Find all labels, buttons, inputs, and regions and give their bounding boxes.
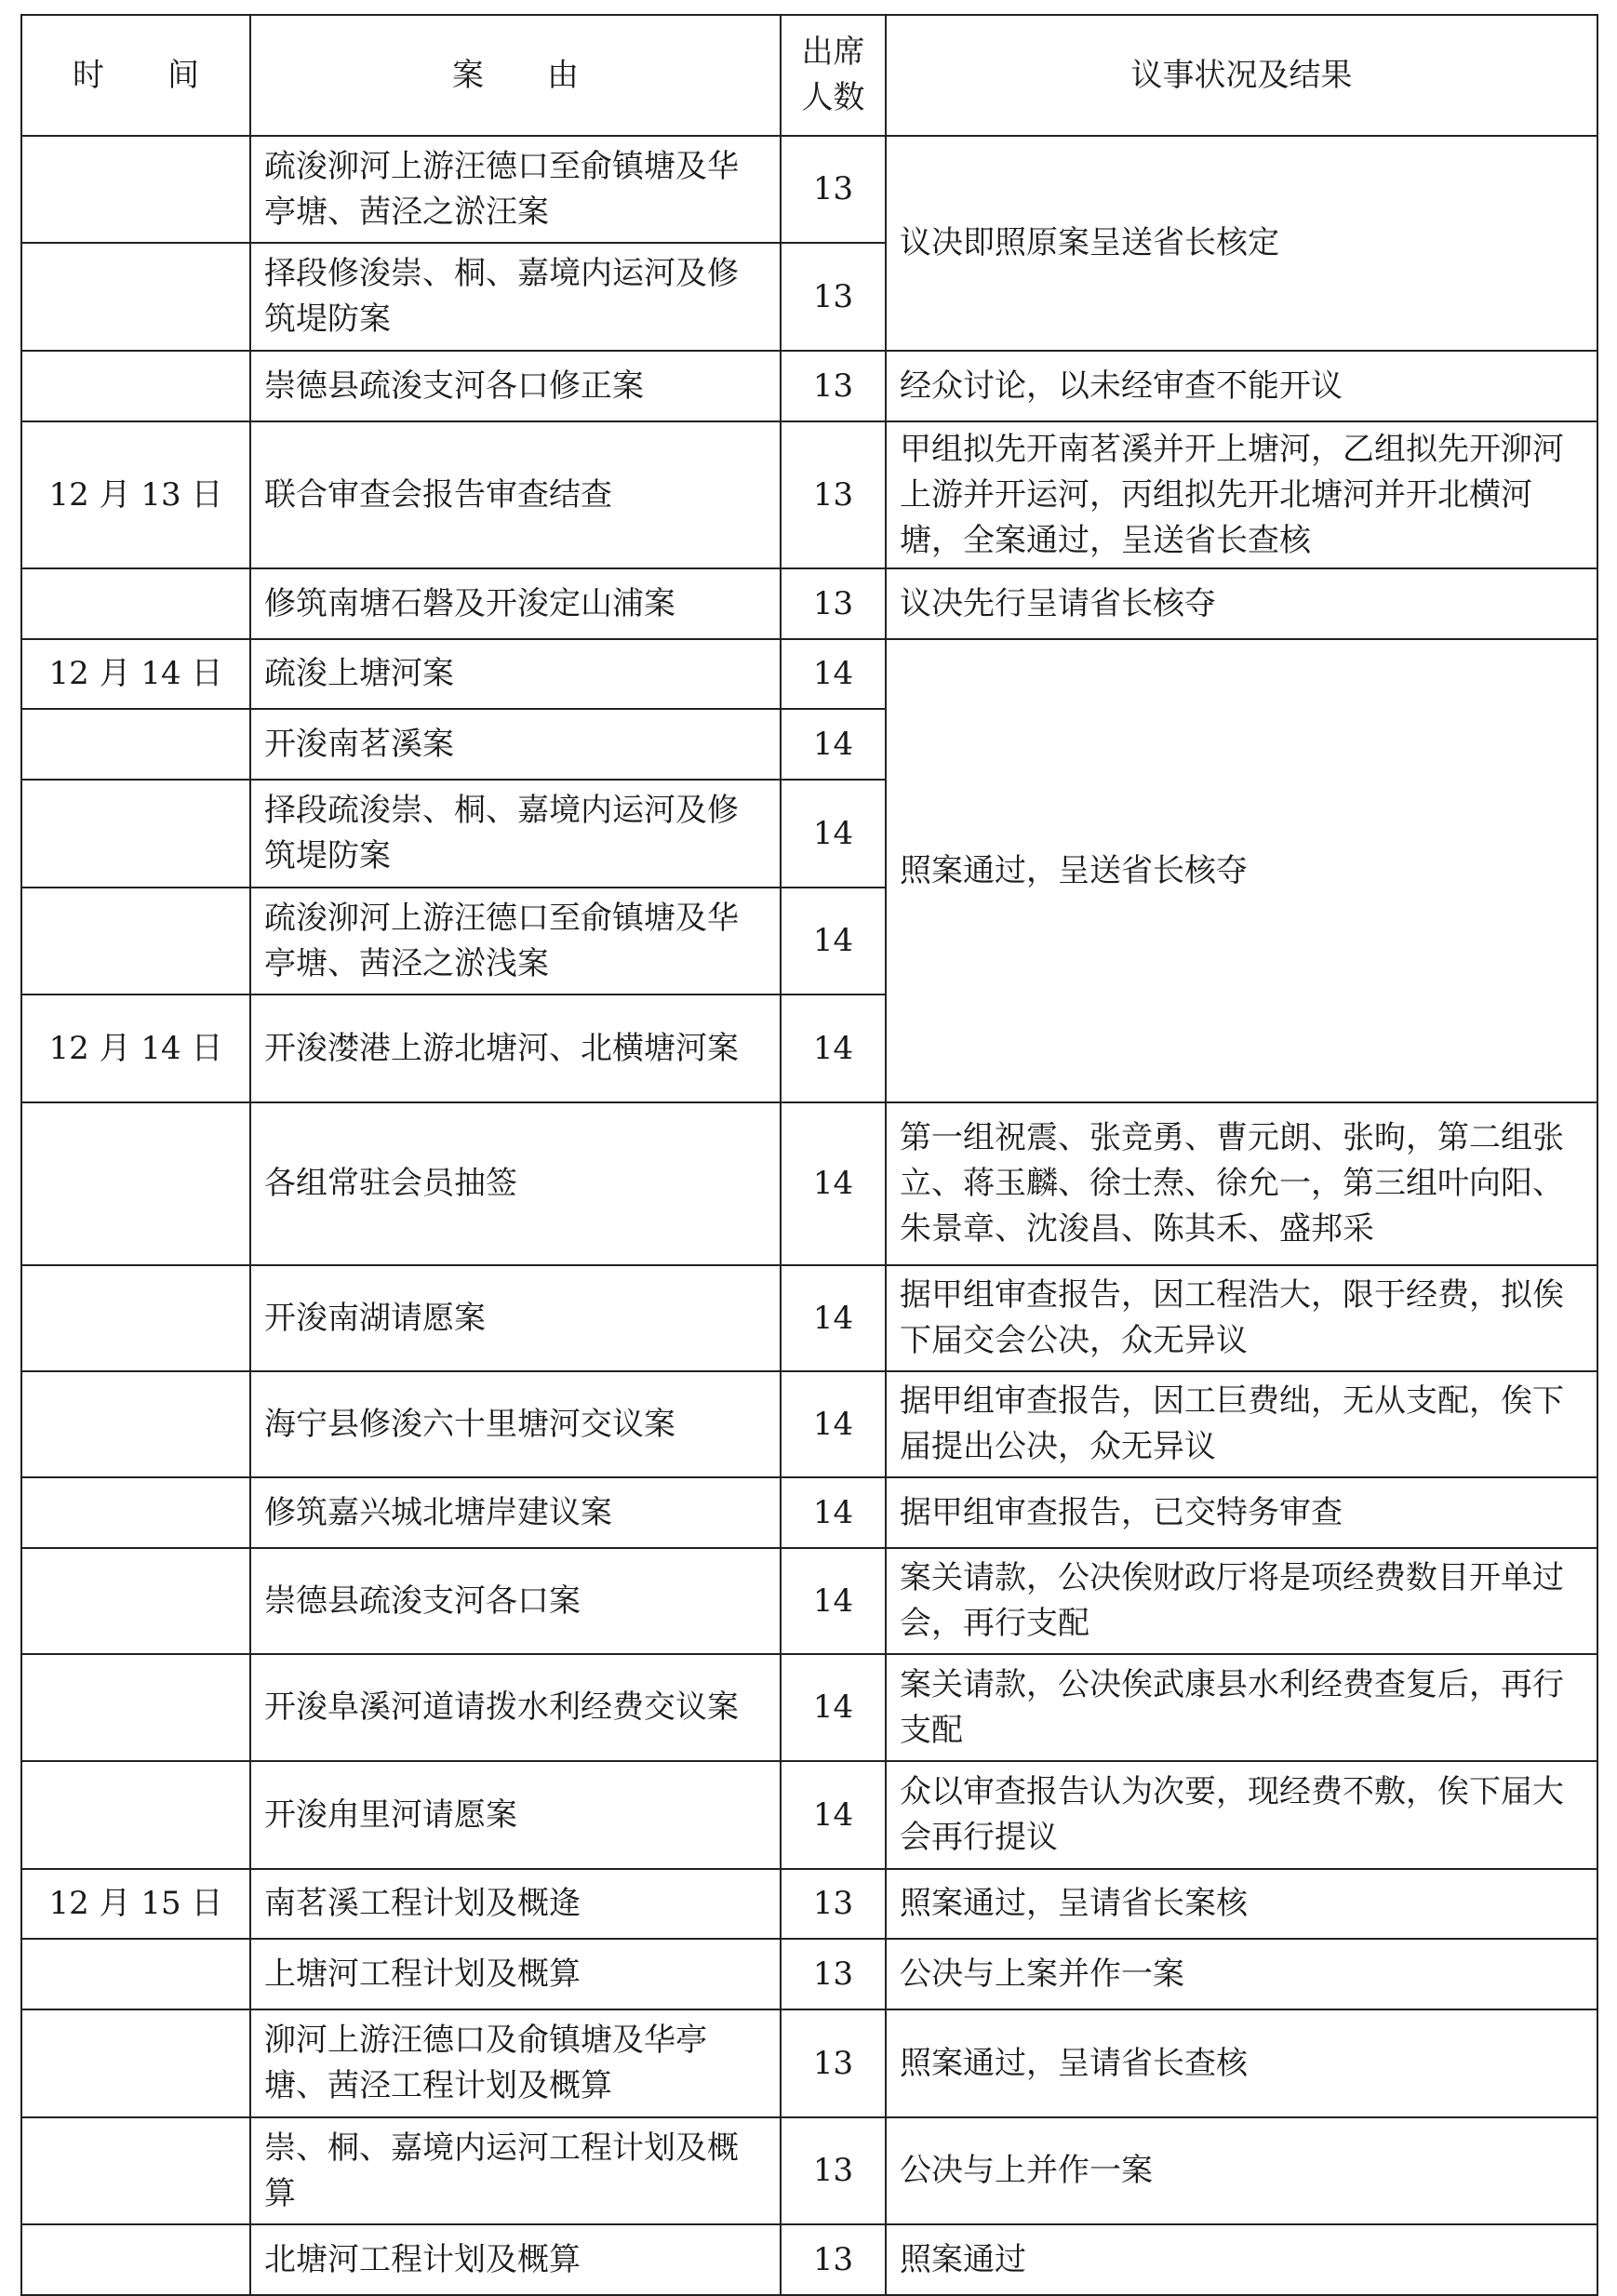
cell-attendance: 14 — [781, 1761, 886, 1869]
table-row — [21, 1548, 1597, 1654]
cell-attendance: 14 — [781, 1102, 886, 1265]
cell-time — [21, 1939, 250, 2009]
cell-attendance: 13 — [781, 568, 886, 639]
cell-result: 照案通过 — [886, 2224, 1597, 2295]
table-row — [21, 351, 1597, 421]
cell-case: 南茗溪工程计划及概逄 — [250, 1869, 781, 1939]
cell-result: 案关请款，公决俟武康县水利经费查复后，再行支配 — [886, 1654, 1597, 1761]
table-row — [21, 568, 1597, 639]
table-header-row — [21, 15, 1597, 136]
cell-case: 上塘河工程计划及概算 — [250, 1939, 781, 2009]
cell-result: 据甲组审查报告，已交特务审查 — [886, 1477, 1597, 1548]
cell-time — [21, 2117, 250, 2224]
cell-attendance: 14 — [781, 1548, 886, 1654]
cell-time — [21, 2009, 250, 2117]
cell-time: 12 月 13 日 — [21, 421, 250, 568]
cell-time — [21, 1548, 250, 1654]
cell-case: 泖河上游汪德口及俞镇塘及华亭塘、茜泾工程计划及概算 — [250, 2009, 781, 2117]
cell-result: 经众讨论，以未经审查不能开议 — [886, 351, 1597, 421]
cell-attendance: 14 — [781, 1477, 886, 1548]
cell-attendance: 13 — [781, 351, 886, 421]
table-row — [21, 2224, 1597, 2295]
cell-time — [21, 1654, 250, 1761]
table-row — [21, 1265, 1597, 1371]
cell-case: 疏浚上塘河案 — [250, 639, 781, 709]
header-count: 出席人数 — [781, 15, 886, 136]
cell-case: 开浚阜溪河道请拨水利经费交议案 — [250, 1654, 781, 1761]
cell-result: 照案通过，呈送省长核夺 — [886, 639, 1597, 1102]
proceedings-table — [20, 14, 1598, 2296]
table-body — [21, 136, 1597, 2295]
cell-result: 案关请款，公决俟财政厅将是项经费数目开单过会，再行支配 — [886, 1548, 1597, 1654]
table-row — [21, 1654, 1597, 1761]
cell-attendance: 13 — [781, 2009, 886, 2117]
cell-result: 议决即照原案呈送省长核定 — [886, 136, 1597, 351]
cell-case: 开浚南茗溪案 — [250, 709, 781, 780]
cell-result: 公决与上并作一案 — [886, 2117, 1597, 2224]
cell-attendance: 13 — [781, 1939, 886, 2009]
cell-time — [21, 1265, 250, 1371]
cell-result: 据甲组审查报告，因工巨费绌，无从支配，俟下届提出公决，众无异议 — [886, 1371, 1597, 1477]
cell-time — [21, 568, 250, 639]
cell-attendance: 14 — [781, 1654, 886, 1761]
cell-time — [21, 1102, 250, 1265]
cell-attendance: 14 — [781, 1265, 886, 1371]
cell-case: 修筑嘉兴城北塘岸建议案 — [250, 1477, 781, 1548]
cell-attendance: 13 — [781, 136, 886, 243]
cell-attendance: 13 — [781, 2224, 886, 2295]
table-row — [21, 2117, 1597, 2224]
cell-attendance: 14 — [781, 639, 886, 709]
table-row — [21, 421, 1597, 568]
table-row — [21, 1869, 1597, 1939]
cell-time — [21, 1477, 250, 1548]
cell-attendance: 13 — [781, 421, 886, 568]
cell-case: 各组常驻会员抽签 — [250, 1102, 781, 1265]
cell-time — [21, 243, 250, 351]
cell-attendance: 14 — [781, 994, 886, 1102]
cell-attendance: 13 — [781, 2117, 886, 2224]
cell-case: 北塘河工程计划及概算 — [250, 2224, 781, 2295]
header-time: 时 间 — [21, 15, 250, 136]
cell-case: 崇德县疏浚支河各口修正案 — [250, 351, 781, 421]
table-row — [21, 1102, 1597, 1265]
cell-time: 12 月 15 日 — [21, 1869, 250, 1939]
cell-attendance: 14 — [781, 888, 886, 994]
cell-case: 崇、桐、嘉境内运河工程计划及概算 — [250, 2117, 781, 2224]
header-case: 案 由 — [250, 15, 781, 136]
table-row — [21, 1371, 1597, 1477]
cell-time — [21, 780, 250, 888]
cell-result: 照案通过，呈请省长案核 — [886, 1869, 1597, 1939]
cell-attendance: 14 — [781, 709, 886, 780]
cell-attendance: 13 — [781, 1869, 886, 1939]
table-row — [21, 1761, 1597, 1869]
cell-time — [21, 136, 250, 243]
cell-result: 据甲组审查报告，因工程浩大，限于经费，拟俟下届交会公决，众无异议 — [886, 1265, 1597, 1371]
cell-case: 疏浚泖河上游汪德口至俞镇塘及华亭塘、茜泾之淤汪案 — [250, 136, 781, 243]
cell-time — [21, 709, 250, 780]
cell-time — [21, 1761, 250, 1869]
header-result: 议事状况及结果 — [886, 15, 1597, 136]
table-row — [21, 1477, 1597, 1548]
cell-attendance: 13 — [781, 243, 886, 351]
cell-case: 开浚南湖请愿案 — [250, 1265, 781, 1371]
cell-result: 甲组拟先开南茗溪并开上塘河，乙组拟先开泖河上游并开运河，丙组拟先开北塘河并开北横河塘，全案通过，呈送省长查核 — [886, 421, 1597, 568]
cell-time: 12 月 14 日 — [21, 639, 250, 709]
cell-attendance: 14 — [781, 780, 886, 888]
table-row — [21, 2009, 1597, 2117]
cell-result: 第一组祝震、张竞勇、曹元朗、张昫，第二组张立、蒋玉麟、徐士焘、徐允一，第三组叶向阳、朱景章、沈浚昌、陈其禾、盛邦采 — [886, 1102, 1597, 1265]
cell-case: 修筑南塘石磐及开浚定山浦案 — [250, 568, 781, 639]
cell-case: 海宁县修浚六十里塘河交议案 — [250, 1371, 781, 1477]
cell-time — [21, 351, 250, 421]
table-row — [21, 639, 1597, 709]
cell-result: 众以审查报告认为次要，现经费不敷，俟下届大会再行提议 — [886, 1761, 1597, 1869]
cell-case: 崇德县疏浚支河各口案 — [250, 1548, 781, 1654]
table-row — [21, 1939, 1597, 2009]
cell-case: 疏浚泖河上游汪德口至俞镇塘及华亭塘、茜泾之淤浅案 — [250, 888, 781, 994]
cell-attendance: 14 — [781, 1371, 886, 1477]
cell-time — [21, 1371, 250, 1477]
cell-case: 联合审查会报告审查结查 — [250, 421, 781, 568]
cell-case: 择段修浚崇、桐、嘉境内运河及修筑堤防案 — [250, 243, 781, 351]
cell-result: 议决先行呈请省长核夺 — [886, 568, 1597, 639]
cell-case: 择段疏浚崇、桐、嘉境内运河及修筑堤防案 — [250, 780, 781, 888]
cell-time: 12 月 14 日 — [21, 994, 250, 1102]
cell-case: 开浚漤港上游北塘河、北横塘河案 — [250, 994, 781, 1102]
cell-time — [21, 888, 250, 994]
table-row — [21, 136, 1597, 243]
cell-case: 开浚甪里河请愿案 — [250, 1761, 781, 1869]
cell-result: 公决与上案并作一案 — [886, 1939, 1597, 2009]
cell-result: 照案通过，呈请省长查核 — [886, 2009, 1597, 2117]
cell-time — [21, 2224, 250, 2295]
